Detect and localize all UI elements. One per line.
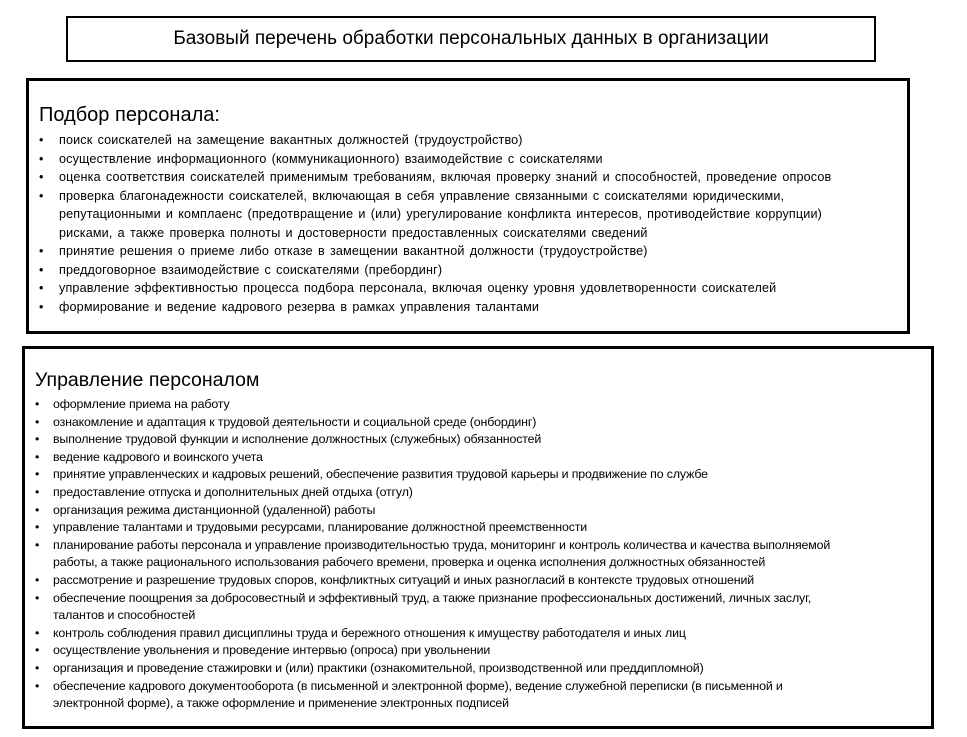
list-item [35, 642, 921, 660]
list-item [35, 484, 921, 502]
list-item-continuation: работы, а также рационального использования рабочего времени, проверка и оценка исполнения должностных обязанностей [53, 555, 766, 570]
list-item [35, 449, 921, 467]
list-item [35, 502, 921, 520]
list-item [39, 298, 897, 317]
list-item-text: • ознакомление и адаптация к трудовой деятельности и социальной среде (онбординг) [53, 414, 537, 429]
management-list [35, 396, 921, 713]
recruitment-section [26, 78, 910, 334]
list-item [35, 519, 921, 537]
recruitment-list [39, 131, 897, 316]
recruitment-heading: Подбор персонала: [39, 104, 220, 126]
list-item-text: • оценка соответствия соискателей применимым требованиям, включая проверку знаний и способностей, проведение опросов [59, 170, 832, 184]
list-item [39, 187, 897, 243]
list-item [35, 590, 921, 625]
list-item [35, 414, 921, 432]
list-item [39, 279, 897, 298]
list-item-text: • выполнение трудовой функции и исполнение должностных (служебных) обязанностей [53, 432, 542, 447]
list-item-text: • принятие решения о приеме либо отказе в замещении вакантной должности (трудоустройстве) [59, 244, 648, 258]
list-item-text: • рассмотрение и разрешение трудовых споров, конфликтных ситуаций и иных разногласий в контексте трудовых отношений [53, 572, 755, 587]
list-item-text: • управление талантами и трудовыми ресурсами, планирование должностной преемственности [53, 520, 588, 535]
list-item [39, 150, 897, 169]
list-item-text: • формирование и ведение кадрового резерва в рамках управления талантами [59, 299, 540, 314]
list-item [39, 131, 897, 150]
list-item-continuation: репутационными и комплаенс (предотвращение и (или) урегулирование конфликта интересов, противодействие коррупции) [59, 207, 822, 221]
list-item-text: • организация и проведение стажировки и (или) практики (ознакомительной, производственной или преддипломной) [53, 660, 704, 675]
list-item-text: • предоставление отпуска и дополнительных дней отдыха (отгул) [53, 484, 413, 499]
list-item-text: • осуществление увольнения и проведение интервью (опроса) при увольнении [53, 643, 491, 658]
list-item-continuation: электронной форме), а также оформление и применение электронных подписей [53, 696, 509, 711]
list-item [39, 261, 897, 280]
list-item-continuation: рисками, а также проверка полноты и достоверности предоставленных соискателями сведений [59, 225, 648, 240]
list-item-text: • оформление приема на работу [53, 397, 230, 411]
list-item [35, 660, 921, 678]
list-item-text: • обеспечение поощрения за добросовестный и эффективный труд, а также признание профессиональных достижений, личных заслуг, [53, 590, 812, 605]
list-item [35, 431, 921, 449]
management-section [22, 346, 934, 729]
list-item [35, 466, 921, 484]
management-heading: Управление персоналом [35, 369, 260, 391]
list-item [35, 537, 921, 572]
list-item-text: • поиск соискателей на замещение вакантных должностей (трудоустройство) [59, 133, 523, 147]
list-item [35, 396, 921, 414]
list-item-text: • планирование работы персонала и управление производительностью труда, мониторинг и контроль количества и качества выполняемой [53, 537, 831, 552]
list-item-continuation: талантов и способностей [53, 608, 196, 623]
list-item [35, 572, 921, 590]
list-item-text: • принятие управленческих и кадровых решений, обеспечение развития трудовой карьеры и продвижение по службе [53, 467, 708, 482]
list-item-text: • ведение кадрового и воинского учета [53, 449, 263, 464]
list-item [39, 168, 897, 187]
list-item [35, 625, 921, 643]
list-item [39, 242, 897, 261]
list-item-text: • контроль соблюдения правил дисциплины труда и бережного отношения к имуществу работодателя и иных лиц [53, 625, 686, 640]
list-item-text: • проверка благонадежности соискателей, включающая в себя управление связанными с соискателями юридическими, [59, 188, 785, 203]
list-item-text: • обеспечение кадрового документооборота (в письменной и электронной форме), ведение служебной переписки (в письменной и [53, 678, 783, 693]
page-title: Базовый перечень обработки персональных данных в организации [66, 16, 876, 62]
list-item-text: • преддоговорное взаимодействие с соискателями (пребординг) [59, 262, 443, 277]
list-item-text: • управление эффективностью процесса подбора персонала, включая оценку уровня удовлетворенности соискателей [59, 281, 777, 295]
list-item-text: • осуществление информационного (коммуникационного) взаимодействие с соискателями [59, 151, 603, 166]
list-item-text: • организация режима дистанционной (удаленной) работы [53, 502, 376, 517]
list-item [35, 678, 921, 713]
